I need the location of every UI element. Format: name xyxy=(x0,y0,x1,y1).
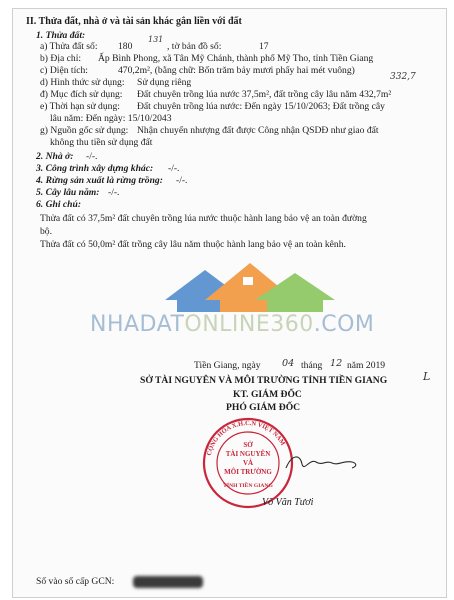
seal-outer-text: CỘNG HÒA X.H.C.N VIỆT NAM xyxy=(205,419,287,457)
address-value: Ấp Bình Phong, xã Tân Mỹ Chánh, thành phố Mỹ Tho, tỉnh Tiền Giang xyxy=(98,53,374,64)
watermark-text: NHADATONLINE360.COM xyxy=(90,312,375,337)
usage-form-label: d) Hình thức sử dụng: xyxy=(40,77,125,88)
note-line-2: bộ. xyxy=(40,226,52,237)
seal-line-2: TÀI NGUYÊN xyxy=(225,450,271,458)
gcn-register-label: Số vào sổ cấp GCN: xyxy=(36,576,115,587)
area-handnote: 332,7 xyxy=(390,72,416,82)
redacted-register-number xyxy=(133,576,203,588)
perennial-value: -/-. xyxy=(108,187,120,198)
date-place: Tiền Giang, ngày xyxy=(194,360,261,371)
section-title: II. Thửa đất, nhà ở và tài sản khác gắn liền với đất xyxy=(26,16,242,27)
area-value: 470,2m², (bằng chữ: Bốn trăm bảy mươi phẩy hai mét vuông) xyxy=(118,65,355,76)
seal-line-4: MÔI TRƯỜNG xyxy=(224,468,272,476)
usage-term-line2: lâu năm: Đến ngày: 15/10/2043 xyxy=(50,113,172,124)
usage-term-label: e) Thời hạn sử dụng: xyxy=(40,101,120,112)
notes-label: 6. Ghi chú: xyxy=(36,199,82,210)
seal-bottom-text: TỈNH TIỀN GIANG xyxy=(223,483,273,489)
area-label: c) Diện tích: xyxy=(40,65,88,76)
parcel-number-label: a) Thửa đất số: xyxy=(40,41,98,52)
note-line-3: Thửa đất có 50,0m² đất trồng cây lâu năm thuộc hành lang bảo vệ an toàn kênh. xyxy=(40,239,346,250)
usage-form-value: Sử dụng riêng xyxy=(137,77,192,88)
date-month-label: tháng xyxy=(301,360,323,371)
issuing-org: SỞ TÀI NGUYÊN VÀ MÔI TRƯỜNG TỈNH TIỀN GIANG xyxy=(140,375,388,386)
house-value: -/-. xyxy=(86,151,98,162)
seal-line-3: VÀ xyxy=(242,459,254,467)
house-label: 2. Nhà ở: xyxy=(36,151,74,162)
watermark-houses-logo xyxy=(145,255,345,315)
land-heading: 1. Thửa đất: xyxy=(36,30,86,41)
signer-title-2: PHÓ GIÁM ĐỐC xyxy=(226,402,301,413)
forest-label: 4. Rừng sản xuất là rừng trồng: xyxy=(36,175,163,186)
parcel-handnote: 131 xyxy=(148,35,164,44)
signature-scribble xyxy=(282,448,362,478)
seal-line-1: SỞ xyxy=(243,441,253,449)
signer-name: Võ Văn Tươi xyxy=(262,497,314,508)
origin-label: g) Nguồn gốc sử dụng: xyxy=(40,125,129,136)
map-sheet-value: 17 xyxy=(259,41,269,52)
origin-line1: Nhận chuyển nhượng đất được Công nhận QSDĐ như giao đất xyxy=(137,125,379,136)
usage-purpose-label: đ) Mục đích sử dụng: xyxy=(40,89,123,100)
note-line-1: Thửa đất có 37,5m² đất chuyên trồng lúa nước thuộc hành lang bảo vệ an toàn đường xyxy=(40,213,367,224)
usage-purpose-value: Đất chuyên trồng lúa nước 37,5m², đất trồng cây lâu năm 432,7m² xyxy=(137,89,392,100)
forest-value: -/-. xyxy=(176,175,188,186)
perennial-label: 5. Cây lâu năm: xyxy=(36,187,100,198)
date-year: năm 2019 xyxy=(347,360,386,371)
date-month: 12 xyxy=(330,358,343,369)
other-construction-value: -/-. xyxy=(168,163,180,174)
address-label: b) Địa chỉ: xyxy=(40,53,82,64)
org-handmark: L xyxy=(423,370,431,383)
date-day: 04 xyxy=(282,358,295,369)
usage-term-line1: Đất chuyên trồng lúa nước: Đến ngày 15/10/2063; Đất trồng cây xyxy=(137,101,385,112)
map-sheet-label: , tờ bản đồ số: xyxy=(167,41,222,52)
origin-line2: không thu tiền sử dụng đất xyxy=(50,137,153,148)
other-construction-label: 3. Công trình xây dựng khác: xyxy=(36,163,154,174)
parcel-number-value: 180 xyxy=(118,41,133,52)
signer-title-1: KT. GIÁM ĐỐC xyxy=(233,389,302,400)
